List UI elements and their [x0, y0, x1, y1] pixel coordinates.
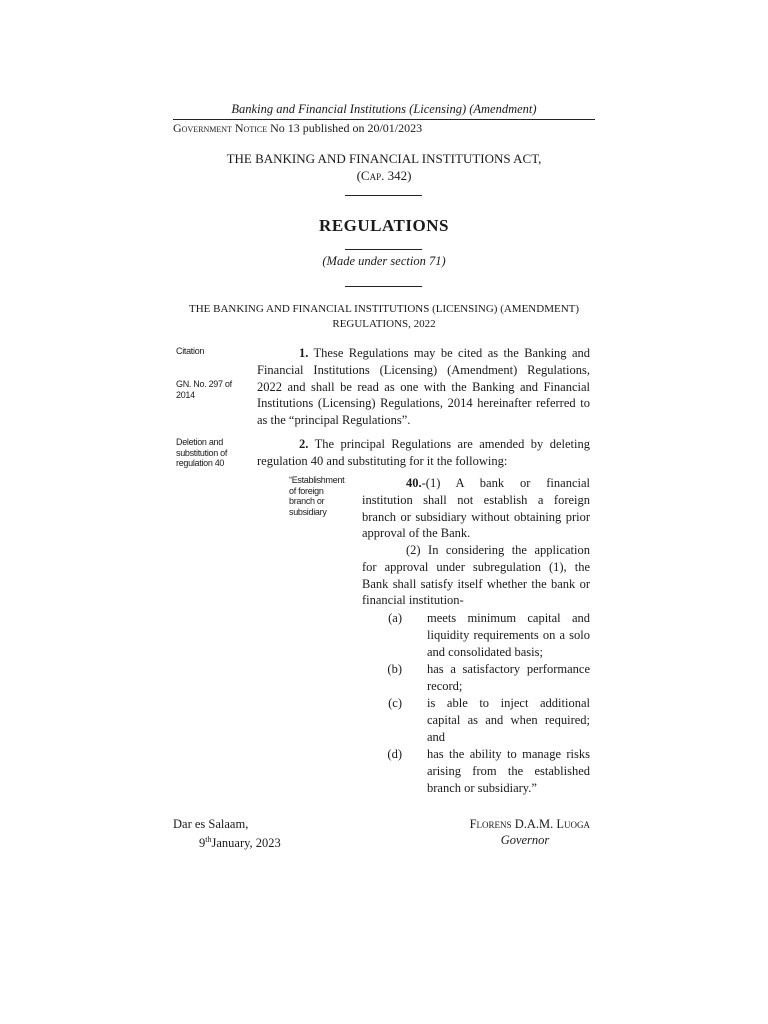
regulation-1-number: 1. [299, 346, 309, 360]
regulation-40-sub1 [362, 475, 590, 542]
running-head: Banking and Financial Institutions (Licensing) (Amendment) [231, 102, 537, 116]
regulation-2-text: The principal Regulations are amended by deleting regulation 40 and substituting for it the following: [257, 437, 591, 468]
notice-text: No 13 published on 20/01/2023 [270, 121, 423, 135]
item-b-label: (b) [387, 662, 402, 676]
item-d-label: (d) [387, 747, 402, 761]
act-title: THE BANKING AND FINANCIAL INSTITUTIONS ACT, [226, 151, 542, 166]
regulation-40-number: 40. [406, 476, 422, 490]
margin-note-establishment: “Establishment of foreign branch or subsidiary [289, 475, 345, 517]
regulations-heading: REGULATIONS [319, 216, 449, 235]
divider [345, 286, 422, 287]
made-under-section: (Made under section 71) [322, 254, 446, 268]
margin-note-citation: Citation [176, 346, 205, 356]
act-cap: (Cap. 342) [356, 168, 412, 183]
notice-prefix: Government Notice [173, 121, 268, 135]
regulation-2-number: 2. [299, 437, 309, 451]
item-a-label: (a) [388, 611, 402, 625]
margin-note-deletion: Deletion and substitution of regulation 40 [176, 437, 228, 468]
margin-note-gn: GN. No. 297 of 2014 [176, 379, 232, 400]
government-notice-line [173, 119, 595, 136]
regulation-1 [257, 345, 590, 429]
signature-date: 9thJanuary, 2023 [199, 835, 281, 851]
regulation-40-sub1-text: -(1) A bank or financial institution shall not establish a foreign branch or subsidiary without obtaining prior approval of the Bank. [362, 476, 590, 541]
signatory [420, 816, 590, 848]
divider [345, 249, 422, 250]
item-b-text: has a satisfactory performance record; [427, 662, 590, 693]
item-c-text: is able to inject additional capital as and when required; and [427, 696, 590, 744]
act-title-block [0, 150, 768, 184]
item-d-text: has the ability to manage risks arising from the established branch or subsidiary.” [427, 747, 590, 795]
regulations-short-title: THE BANKING AND FINANCIAL INSTITUTIONS (LICENSING) (AMENDMENT) REGULATIONS, 2022 [188, 303, 580, 330]
signatory-title: Governor [500, 833, 550, 847]
item-c-label: (c) [388, 696, 402, 710]
regulation-40-sub2: (2) In considering the application for approval under subregulation (1), the Bank shall satisfy itself whether the bank or financial institution- [362, 543, 590, 608]
regulation-2 [257, 436, 590, 470]
divider [345, 195, 422, 196]
signature-place: Dar es Salaam, [173, 817, 249, 831]
item-a-text: meets minimum capital and liquidity requirements on a solo and consolidated basis; [427, 611, 590, 659]
signatory-name: Florens D.A.M. Luoga [469, 817, 590, 831]
signature-place-date [173, 816, 281, 851]
regulation-1-text: These Regulations may be cited as the Banking and Financial Institutions (Licensing) (Amendment) Regulations, 2022 and shall be read as one with the Banking and Financial Institutions (Licensing) Regulations, 2014 hereinafter referred to as the “principal Regulations”. [257, 346, 590, 428]
